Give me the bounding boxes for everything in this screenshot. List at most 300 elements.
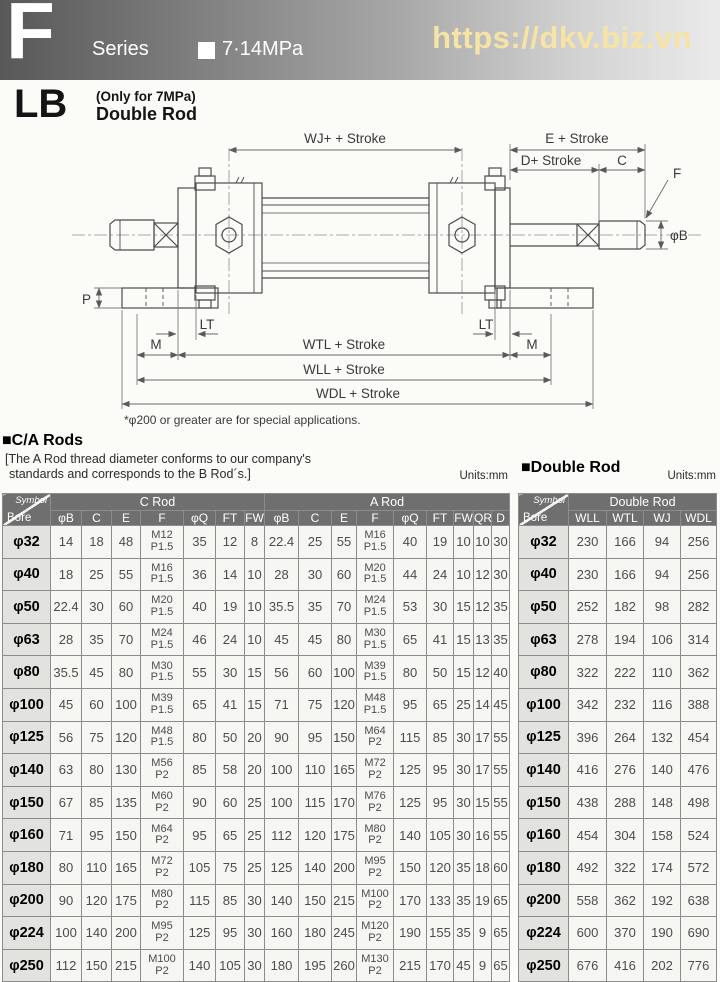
value-cell: 115 [394, 721, 427, 754]
dim-label-e: E + Stroke [545, 131, 609, 146]
value-cell: 15 [245, 656, 265, 689]
value-cell: 12 [216, 526, 245, 559]
corner-symbol-label: Symbol [533, 495, 565, 506]
value-cell: 15 [474, 786, 492, 819]
value-cell: 30 [492, 526, 510, 559]
bore-label: φ250 [519, 949, 569, 982]
table-row [3, 819, 510, 852]
value-cell: 9 [474, 949, 492, 982]
col-header: D [492, 511, 510, 526]
value-cell: M60 P2 [141, 786, 184, 819]
value-cell: 150 [82, 949, 112, 982]
value-cell: 22.4 [265, 526, 299, 559]
value-cell: 60 [332, 558, 357, 591]
value-cell: 638 [681, 884, 717, 917]
table-row [3, 526, 510, 559]
rods-table-body [3, 526, 510, 982]
value-cell: M80 P2 [141, 884, 184, 917]
value-cell: 170 [394, 884, 427, 917]
value-cell: 454 [681, 721, 717, 754]
bore-label: φ200 [519, 884, 569, 917]
drawing-note: *φ200 or greater are for special applications. [124, 413, 361, 427]
value-cell: 256 [681, 526, 717, 559]
value-cell: 314 [681, 623, 717, 656]
value-cell: 24 [216, 623, 245, 656]
value-cell: 120 [82, 884, 112, 917]
value-cell: 60 [299, 656, 332, 689]
value-cell: 105 [216, 949, 245, 982]
value-cell: 110 [644, 656, 681, 689]
value-cell: M30 P1.5 [357, 623, 394, 656]
col-header: C [299, 511, 332, 526]
value-cell: 14 [51, 526, 82, 559]
bore-label: φ100 [519, 688, 569, 721]
dim-label-c: C [617, 153, 627, 168]
col-header: φB [265, 511, 299, 526]
value-cell: 15 [454, 623, 474, 656]
section-title: ■C/A Rods [2, 432, 84, 449]
bore-label: φ32 [519, 526, 569, 559]
bore-label: φ125 [3, 721, 51, 754]
value-cell: 70 [332, 591, 357, 624]
value-cell: 50 [216, 721, 245, 754]
value-cell: 15 [245, 688, 265, 721]
value-cell: 120 [112, 721, 141, 754]
table-row [3, 688, 510, 721]
value-cell: 192 [644, 884, 681, 917]
value-cell: 454 [569, 819, 607, 852]
value-cell: 155 [427, 917, 454, 950]
value-cell: 25 [245, 819, 265, 852]
dim-label-lt-left: LT [199, 317, 215, 332]
table-row [519, 819, 717, 852]
table-row [3, 656, 510, 689]
table-row [519, 786, 717, 819]
bore-label: φ80 [519, 656, 569, 689]
value-cell: 80 [332, 623, 357, 656]
value-cell: 25 [299, 526, 332, 559]
table-row [519, 754, 717, 787]
value-cell: M12 P1.5 [141, 526, 184, 559]
value-cell: 120 [332, 688, 357, 721]
value-cell: M80 P2 [357, 819, 394, 852]
value-cell: 120 [427, 851, 454, 884]
table-row [519, 851, 717, 884]
value-cell: 166 [607, 526, 644, 559]
double-table-corner [519, 494, 569, 526]
value-cell: 282 [681, 591, 717, 624]
pressure-rating: 7·14MPa [222, 38, 304, 60]
value-cell: 9 [474, 917, 492, 950]
value-cell: 100 [112, 688, 141, 721]
value-cell: 85 [216, 884, 245, 917]
value-cell: 100 [51, 917, 82, 950]
value-cell: 170 [427, 949, 454, 982]
value-cell: 17 [474, 754, 492, 787]
table-row [3, 721, 510, 754]
model-note: (Only for 7MPa) [96, 89, 196, 104]
value-cell: 35 [299, 591, 332, 624]
value-cell: 150 [112, 819, 141, 852]
value-cell: 35 [492, 623, 510, 656]
value-cell: 94 [644, 558, 681, 591]
value-cell: 252 [569, 591, 607, 624]
value-cell: 12 [474, 591, 492, 624]
value-cell: M30 P1.5 [141, 656, 184, 689]
value-cell: 148 [644, 786, 681, 819]
value-cell: 80 [82, 754, 112, 787]
value-cell: 116 [644, 688, 681, 721]
value-cell: M24 P1.5 [141, 623, 184, 656]
value-cell: 776 [681, 949, 717, 982]
value-cell: 58 [216, 754, 245, 787]
value-cell: 55 [492, 819, 510, 852]
value-cell: 194 [607, 623, 644, 656]
value-cell: 65 [492, 884, 510, 917]
rods-table [2, 493, 510, 982]
value-cell: M76 P2 [357, 786, 394, 819]
value-cell: 100 [332, 656, 357, 689]
value-cell: 182 [607, 591, 644, 624]
value-cell: 18 [51, 558, 82, 591]
value-cell: 55 [492, 754, 510, 787]
value-cell: 46 [184, 623, 216, 656]
value-cell: 30 [454, 754, 474, 787]
value-cell: 20 [245, 721, 265, 754]
table-row [519, 623, 717, 656]
value-cell: 19 [474, 884, 492, 917]
value-cell: 130 [112, 754, 141, 787]
value-cell: 110 [299, 754, 332, 787]
value-cell: 150 [332, 721, 357, 754]
value-cell: 15 [454, 656, 474, 689]
table-row [519, 526, 717, 559]
value-cell: M95 P2 [141, 917, 184, 950]
value-cell: 140 [265, 884, 299, 917]
table-row [519, 688, 717, 721]
value-cell: 15 [454, 591, 474, 624]
value-cell: 70 [112, 623, 141, 656]
value-cell: 65 [216, 819, 245, 852]
value-cell: 30 [454, 786, 474, 819]
value-cell: 80 [394, 656, 427, 689]
value-cell: 492 [569, 851, 607, 884]
value-cell: 175 [112, 884, 141, 917]
value-cell: 50 [427, 656, 454, 689]
value-cell: M39 P1.5 [357, 656, 394, 689]
table-row [519, 917, 717, 950]
bore-label: φ125 [519, 721, 569, 754]
value-cell: 170 [332, 786, 357, 819]
value-cell: 140 [644, 754, 681, 787]
value-cell: 30 [245, 917, 265, 950]
dim-label-m-left: M [150, 337, 162, 352]
value-cell: 158 [644, 819, 681, 852]
value-cell: 100 [265, 786, 299, 819]
value-cell: 22.4 [51, 591, 82, 624]
value-cell: 100 [265, 754, 299, 787]
value-cell: 65 [394, 623, 427, 656]
col-header: F [141, 511, 184, 526]
value-cell: 180 [265, 949, 299, 982]
table-row [3, 623, 510, 656]
value-cell: 416 [569, 754, 607, 787]
table-row [519, 591, 717, 624]
bore-label: φ50 [519, 591, 569, 624]
bore-label: φ224 [3, 917, 51, 950]
value-cell: 55 [112, 558, 141, 591]
value-cell: 105 [184, 851, 216, 884]
value-cell: 25 [454, 688, 474, 721]
col-header: WDL [681, 511, 717, 526]
value-cell: 35 [454, 851, 474, 884]
value-cell: 396 [569, 721, 607, 754]
value-cell: 30 [492, 558, 510, 591]
value-cell: 160 [265, 917, 299, 950]
section-description-line1: [The A Rod thread diameter conforms to our company's [5, 452, 312, 466]
value-cell: 56 [265, 656, 299, 689]
value-cell: M72 P2 [141, 851, 184, 884]
value-cell: 10 [474, 526, 492, 559]
dim-label-wtl: WTL + Stroke [302, 337, 386, 352]
value-cell: 600 [569, 917, 607, 950]
col-header: φQ [184, 511, 216, 526]
value-cell: 165 [332, 754, 357, 787]
port-marks [236, 177, 458, 183]
value-cell: 150 [299, 884, 332, 917]
value-cell: 35 [184, 526, 216, 559]
value-cell: 215 [394, 949, 427, 982]
value-cell: 95 [394, 688, 427, 721]
value-cell: 65 [492, 917, 510, 950]
value-cell: 370 [607, 917, 644, 950]
value-cell: 85 [184, 754, 216, 787]
value-cell: M56 P2 [141, 754, 184, 787]
bore-label: φ224 [519, 917, 569, 950]
col-header: E [332, 511, 357, 526]
units-label-left: Units:mm [459, 470, 508, 482]
col-header: WJ [644, 511, 681, 526]
value-cell: 60 [82, 688, 112, 721]
value-cell: 190 [394, 917, 427, 950]
value-cell: 30 [299, 558, 332, 591]
dim-label-p: P [82, 292, 92, 307]
table-row [519, 949, 717, 982]
cylinder-technical-drawing [0, 128, 720, 430]
value-cell: 10 [454, 526, 474, 559]
value-cell: 41 [427, 623, 454, 656]
value-cell: 67 [51, 786, 82, 819]
value-cell: 75 [299, 688, 332, 721]
value-cell: 264 [607, 721, 644, 754]
value-cell: 174 [644, 851, 681, 884]
bore-label: φ140 [3, 754, 51, 787]
table-row [3, 591, 510, 624]
bore-label: φ160 [519, 819, 569, 852]
double-table-body [519, 526, 717, 982]
value-cell: 190 [644, 917, 681, 950]
dim-label-f: F [673, 166, 682, 181]
bore-label: φ180 [3, 851, 51, 884]
cylinder-body [110, 168, 645, 308]
value-cell: 55 [184, 656, 216, 689]
value-cell: M16 P1.5 [357, 526, 394, 559]
value-cell: 60 [112, 591, 141, 624]
value-cell: 30 [245, 884, 265, 917]
value-cell: 19 [427, 526, 454, 559]
value-cell: M16 P1.5 [141, 558, 184, 591]
dim-label-m-right: M [526, 337, 538, 352]
value-cell: 30 [427, 591, 454, 624]
value-cell: 245 [332, 917, 357, 950]
value-cell: 65 [492, 949, 510, 982]
value-cell: 140 [394, 819, 427, 852]
bore-label: φ140 [519, 754, 569, 787]
value-cell: 18 [474, 851, 492, 884]
value-cell: 112 [265, 819, 299, 852]
value-cell: 35 [454, 884, 474, 917]
series-letter: F [6, 0, 53, 75]
table-row [3, 558, 510, 591]
value-cell: 165 [112, 851, 141, 884]
value-cell: 35.5 [51, 656, 82, 689]
value-cell: 10 [454, 558, 474, 591]
value-cell: 80 [184, 721, 216, 754]
value-cell: 14 [216, 558, 245, 591]
value-cell: 28 [51, 623, 82, 656]
col-header: FT [216, 511, 245, 526]
col-header: FW [454, 511, 473, 525]
value-cell: 8 [245, 526, 265, 559]
table-row [519, 656, 717, 689]
value-cell: 60 [492, 851, 510, 884]
centerlines [72, 148, 702, 314]
value-cell: 195 [299, 949, 332, 982]
value-cell: 438 [569, 786, 607, 819]
value-cell: M130 P2 [357, 949, 394, 982]
value-cell: 140 [184, 949, 216, 982]
value-cell: 105 [427, 819, 454, 852]
value-cell: 342 [569, 688, 607, 721]
value-cell: 90 [51, 884, 82, 917]
value-cell: 232 [607, 688, 644, 721]
dim-label-d: D+ Stroke [520, 153, 582, 168]
bore-label: φ180 [519, 851, 569, 884]
table-row [519, 884, 717, 917]
value-cell: M20 P1.5 [357, 558, 394, 591]
value-cell: M64 P2 [141, 819, 184, 852]
value-cell: M100 P2 [357, 884, 394, 917]
value-cell: 215 [332, 884, 357, 917]
value-cell: 45 [82, 656, 112, 689]
value-cell: 94 [644, 526, 681, 559]
value-cell: 75 [82, 721, 112, 754]
value-cell: M72 P2 [357, 754, 394, 787]
value-cell: M95 P2 [357, 851, 394, 884]
table-row [3, 917, 510, 950]
value-cell: M120 P2 [357, 917, 394, 950]
bore-label: φ50 [3, 591, 51, 624]
value-cell: 71 [51, 819, 82, 852]
value-cell: 71 [265, 688, 299, 721]
website-link[interactable]: https://dkv.biz.vn [432, 20, 692, 55]
value-cell: 498 [681, 786, 717, 819]
table-row [3, 851, 510, 884]
model-code: LB [14, 82, 68, 126]
dim-label-lt-right: LT [478, 317, 494, 332]
dim-label-wll: WLL + Stroke [303, 362, 385, 377]
value-cell: 80 [51, 851, 82, 884]
series-banner [0, 0, 720, 80]
value-cell: 14 [474, 688, 492, 721]
value-cell: 10 [245, 558, 265, 591]
dim-label-phib: φB [670, 228, 688, 243]
col-header: C [82, 511, 112, 526]
units-label-right: Units:mm [667, 470, 716, 482]
value-cell: 416 [607, 949, 644, 982]
value-cell: M100 P2 [141, 949, 184, 982]
value-cell: 40 [492, 656, 510, 689]
value-cell: 12 [474, 558, 492, 591]
bore-label: φ40 [519, 558, 569, 591]
value-cell: 200 [332, 851, 357, 884]
value-cell: M24 P1.5 [357, 591, 394, 624]
table-row [519, 721, 717, 754]
bore-label: φ250 [3, 949, 51, 982]
bore-label: φ63 [3, 623, 51, 656]
col-header: FT [427, 511, 454, 526]
square-bullet-icon [198, 42, 215, 59]
bore-label: φ160 [3, 819, 51, 852]
value-cell: 25 [245, 786, 265, 819]
value-cell: 41 [216, 688, 245, 721]
value-cell: 125 [184, 917, 216, 950]
value-cell: 30 [216, 656, 245, 689]
table-row [3, 884, 510, 917]
dim-label-wdl: WDL + Stroke [316, 386, 400, 401]
value-cell: 13 [474, 623, 492, 656]
col-header: F [357, 511, 394, 526]
bore-label: φ150 [519, 786, 569, 819]
value-cell: 222 [607, 656, 644, 689]
value-cell: 115 [299, 786, 332, 819]
value-cell: 276 [607, 754, 644, 787]
value-cell: 80 [112, 656, 141, 689]
value-cell: 45 [51, 688, 82, 721]
value-cell: 12 [474, 656, 492, 689]
value-cell: 40 [394, 526, 427, 559]
group-header-double-rod: Double Rod [569, 494, 717, 511]
value-cell: 35 [454, 917, 474, 950]
value-cell: 20 [245, 754, 265, 787]
value-cell: M20 P1.5 [141, 591, 184, 624]
value-cell: 44 [394, 558, 427, 591]
value-cell: 362 [607, 884, 644, 917]
value-cell: 476 [681, 754, 717, 787]
value-cell: 125 [394, 786, 427, 819]
bore-label: φ63 [519, 623, 569, 656]
group-header-a-rod: A Rod [265, 494, 510, 511]
value-cell: 60 [216, 786, 245, 819]
value-cell: 19 [216, 591, 245, 624]
value-cell: 17 [474, 721, 492, 754]
value-cell: 322 [607, 851, 644, 884]
value-cell: 90 [265, 721, 299, 754]
group-header-c-rod: C Rod [51, 494, 265, 511]
value-cell: 278 [569, 623, 607, 656]
value-cell: 25 [245, 851, 265, 884]
value-cell: 55 [332, 526, 357, 559]
